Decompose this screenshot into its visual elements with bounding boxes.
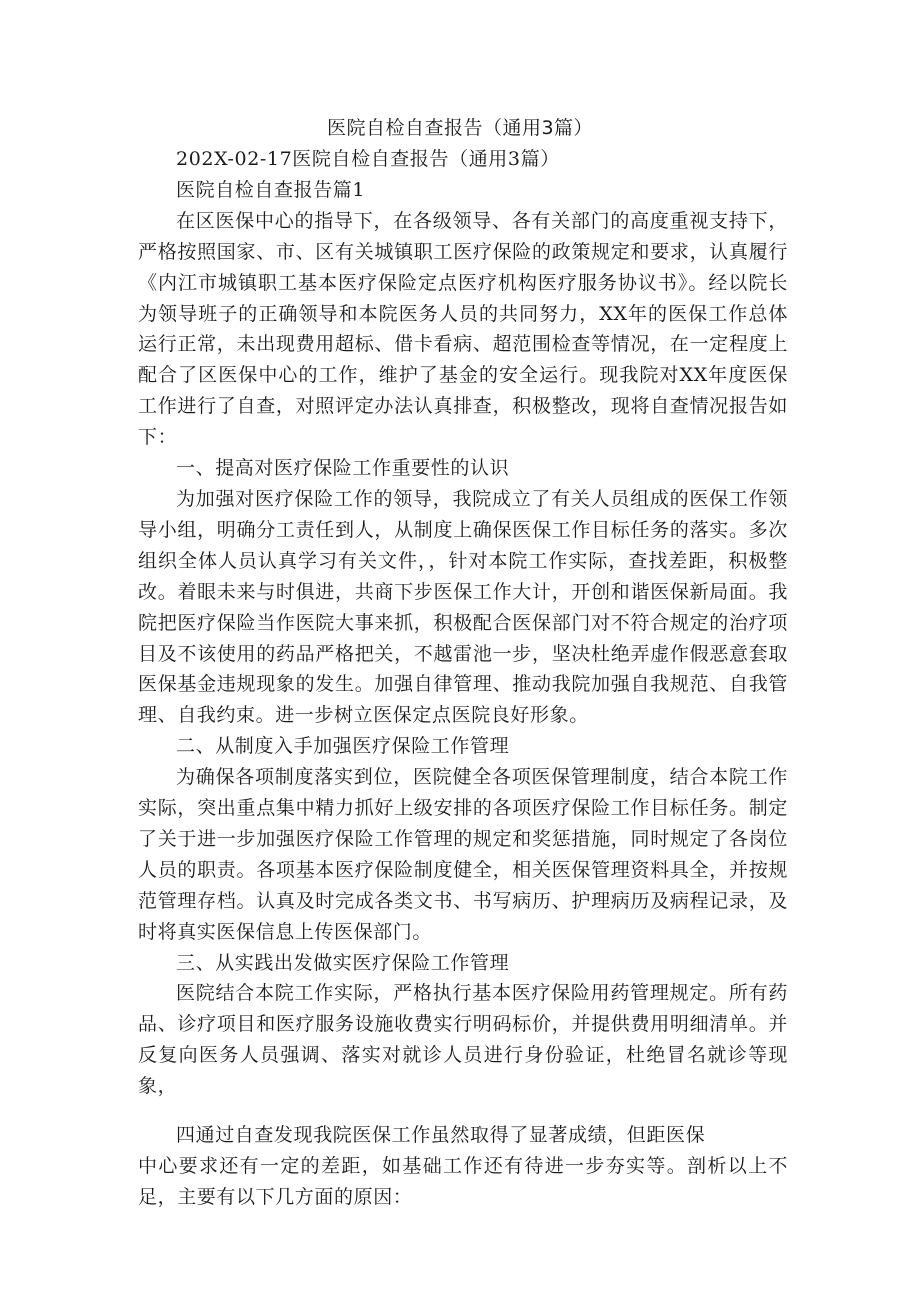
intro-paragraph: 在区医保中心的指导下，在各级领导、各有关部门的高度重视支持下，严格按照国家、市、区有关城镇职工医疗保险的政策规定和要求，认真履行《内江市城镇职工基本医疗保险定点医疗机构医疗服务协议书》。经以院长为领导班子的正确领导和本院医务人员的共同努力，XX年的医保工作总体运行正常，未出现费用超标、借卡看病、超范围检查等情况，在一定程度上配合了区医保中心的工作，维护了基金的安全运行。现我院对XX年度医保工作进行了自查，对照评定办法认真排查，积极整改，现将自查情况报告如下： <box>138 209 788 449</box>
section-4-continuation: 中心要求还有一定的差距，如基础工作还有待进一步夯实等。剖析以上不足，主要有以下几方面的原因： <box>138 1155 788 1208</box>
section-1-heading: 一、提高对医疗保险工作重要性的认识 <box>176 457 510 480</box>
section-4-first-line: 四通过自查发现我院医保工作虽然取得了显著成绩，但距医保 <box>176 1124 706 1147</box>
section-1-paragraph: 为加强对医疗保险工作的领导，我院成立了有关人员组成的医保工作领导小组，明确分工责任到人，从制度上确保医保工作目标任务的落实。多次组织全体人员认真学习有关文件，，针对本院工作实际，查找差距，积极整改。着眼未来与时俱进，共商下步医保工作大计，开创和谐医保新局面。我院把医疗保险当作医院大事来抓，积极配合医保部门对不符合规定的治疗项目及不该使用的药品严格把关，不越雷池一步，坚决杜绝弄虚作假恶意套取医保基金违规现象的发生。加强自律管理、推动我院加强自我规范、自我管理、自我约束。进一步树立医保定点医院良好形象。 <box>138 487 788 727</box>
date-line: 202X-02-17医院自检自查报告（通用3篇） <box>176 148 560 170</box>
part-heading: 医院自检自查报告篇1 <box>176 178 366 201</box>
section-3-heading: 三、从实践出发做实医疗保险工作管理 <box>176 951 510 974</box>
section-2-paragraph: 为确保各项制度落实到位，医院健全各项医保管理制度，结合本院工作实际，突出重点集中精力抓好上级安排的各项医疗保险工作目标任务。制定了关于进一步加强医疗保险工作管理的规定和奖惩措施，同时规定了各岗位人员的职责。各项基本医疗保险制度健全，相关医保管理资料具全，并按规范管理存档。认真及时完成各类文书、书写病历、护理病历及病程记录，及时将真实医保信息上传医保部门。 <box>138 766 788 943</box>
document-body <box>138 144 788 1213</box>
section-3-paragraph: 医院结合本院工作实际，严格执行基本医疗保险用药管理规定。所有药品、诊疗项目和医疗服务设施收费实行明码标价，并提供费用明细清单。并反复向医务人员强调、落实对就诊人员进行身份验证，杜绝冒名就诊等现象， <box>138 982 788 1098</box>
document-title: 医院自检自查报告（通用3篇） <box>326 117 594 139</box>
section-2-heading: 二、从制度入手加强医疗保险工作管理 <box>176 735 510 758</box>
